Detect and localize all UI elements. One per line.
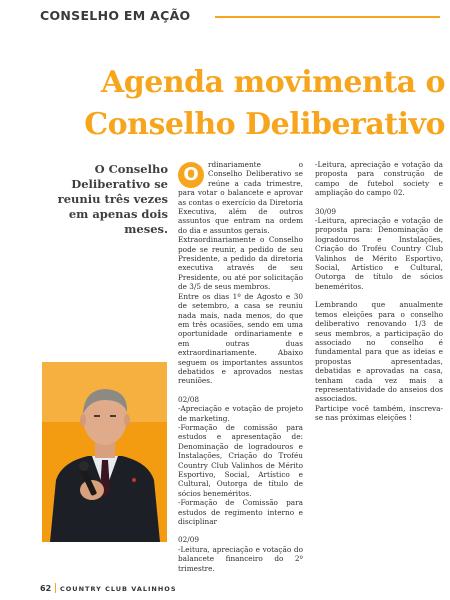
footer-page-number: 62	[40, 584, 52, 593]
article-column-middle	[178, 160, 303, 573]
agenda-item: -Apreciação e votação de projeto de marketing.	[178, 404, 303, 423]
article-column-right	[315, 160, 443, 423]
paragraph: Extraordinariamente o Conselho pode se reunir, a pedido de seu Presidente, a pedido da diretoria executiva através de seu Presidente, ou até por solicitação de 3/5 de seus membros.	[178, 235, 303, 292]
footer-publication: COUNTRY CLUB VALINHOS	[60, 585, 177, 593]
agenda-item: -Formação de comissão para estudos e apresentação de: Denominação de logradouros e Instalações, Criação do Troféu Country Club Valinhos de Mérito Esportivo, Social, Artístico e Cultural, Outorga de título de sócios beneméritos.	[178, 422, 303, 498]
meeting-date: 30/09	[315, 206, 337, 216]
section-title: CONSELHO EM AÇÃO	[40, 8, 191, 23]
agenda-item: -Formação de Comissão para estudos de regimento interno e disciplinar	[178, 498, 303, 527]
meeting-date: 02/08	[178, 394, 200, 404]
headline-line-2: Conselho Deliberativo	[84, 107, 445, 142]
paragraph: Entre os dias 1º de Agosto e 30 de setembro, a casa se reuniu nada mais, nada menos, do que em três ocasiões, sendo em uma oportunidade ordinariamente e em outras duas extraordinariamente. Abaixo seguem os importantes assuntos debatidos e aprovados nestas reuniões.	[178, 291, 303, 386]
headline-line-1: Agenda movimenta o	[101, 65, 445, 100]
agenda-item: -Leitura, apreciação e votação de proposta para: Denominação de logradouros e Instalações, Criação do Troféu Country Club Valinhos de Mérito Esportivo, Social, Artístico e Cultural, Outorga de título de sócios beneméritos.	[315, 216, 443, 291]
call-to-action: Participe você também, inscreva-se nas próximas eleições !	[315, 403, 443, 423]
speaker-photo	[42, 362, 167, 542]
dropcap: O	[178, 162, 204, 188]
headline	[40, 62, 445, 146]
agenda-item: -Leitura, apreciação e votação do balancete financeiro do 2º trimestre.	[178, 544, 303, 573]
footer-divider	[55, 583, 56, 593]
pull-quote: O Conselho Deliberativo se reuniu três vezes em apenas dois meses.	[57, 162, 168, 236]
closing-paragraph: Lembrando que anualmente temos eleições para o conselho deliberativo renovando 1/3 de seus membros, a participação do associado no conselho é fundamental para que as ideias e propostas apresentadas, debatidas e aprovadas na casa, tenham cada vez mais a representatividade do anseios dos associados.	[315, 300, 443, 404]
agenda-item: -Leitura, apreciação e votação da proposta para construção de campo de futebol society e ampliação do campo 02.	[315, 160, 443, 198]
paragraph: rdinariamente o Conselho Deliberativo se reúne a cada trimestre, para votar o balancete e aprovar as contas o exercício da Diretoria Executiva, além de outros assuntos que entram na ordem do dia e assuntos gerais.	[178, 160, 303, 235]
section-rule	[215, 16, 440, 18]
meeting-date: 02/09	[178, 535, 200, 545]
speaker-illustration	[42, 362, 167, 542]
